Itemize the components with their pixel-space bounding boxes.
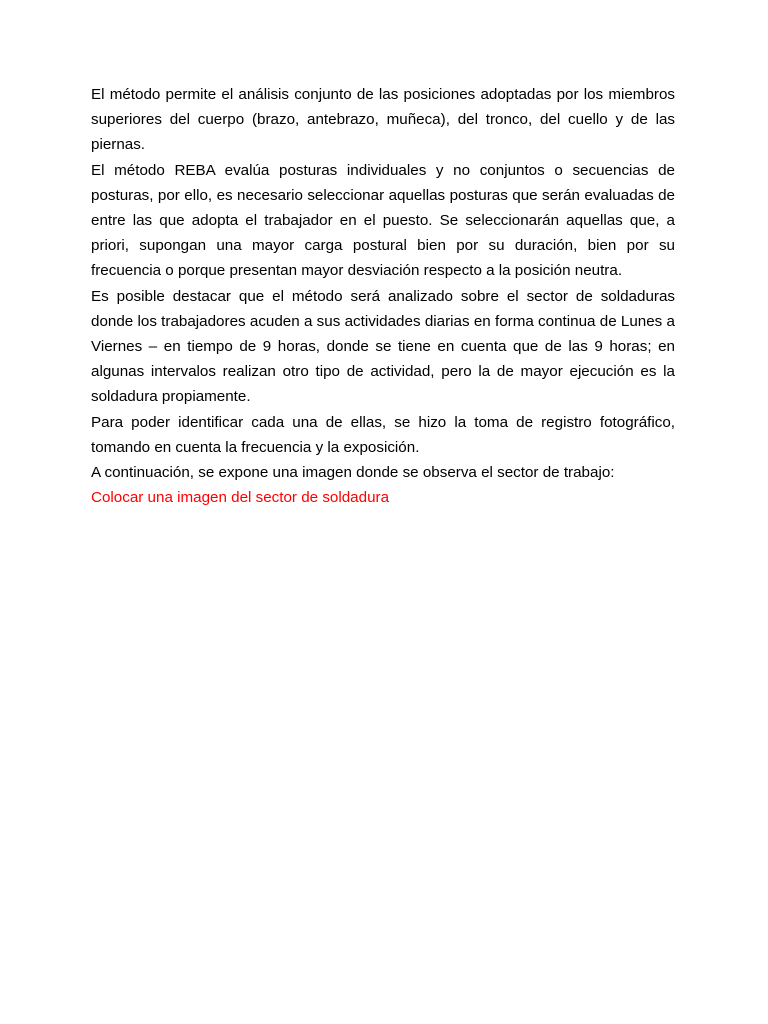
paragraph-photo-record: Para poder identificar cada una de ellas, se hizo la toma de registro fotográfico, tomando en cuenta la frecuencia y la exposición.: [91, 413, 675, 456]
image-placeholder-note: Colocar una imagen del sector de soldadura: [91, 489, 390, 507]
document-body: [91, 82, 675, 510]
paragraph-reba-postures: El método REBA evalúa posturas individuales y no conjuntos o secuencias de posturas, por ello, es necesario seleccionar aquellas posturas que serán evaluadas de entre las que adopta el trabajador en el puesto. Se seleccionarán aquellas que, a priori, supongan una mayor carga postural bien por su duración, bien por su frecuencia o porque presentan mayor desviación respecto a la posición neutra.: [91, 161, 675, 280]
paragraph-image-intro: A continuación, se expone una imagen donde se observa el sector de trabajo:: [91, 464, 615, 482]
paragraph-method-analysis: El método permite el análisis conjunto de las posiciones adoptadas por los miembros superiores del cuerpo (brazo, antebrazo, muñeca), del tronco, del cuello y de las piernas.: [91, 86, 675, 154]
paragraph-welding-sector: Es posible destacar que el método será analizado sobre el sector de soldaduras donde los trabajadores acuden a sus actividades diarias en forma continua de Lunes a Viernes – en tiempo de 9 horas, donde se tiene en cuenta que de las 9 horas; en algunas intervalos realizan otro tipo de actividad, pero la de mayor ejecución es la soldadura propiamente.: [91, 287, 675, 406]
